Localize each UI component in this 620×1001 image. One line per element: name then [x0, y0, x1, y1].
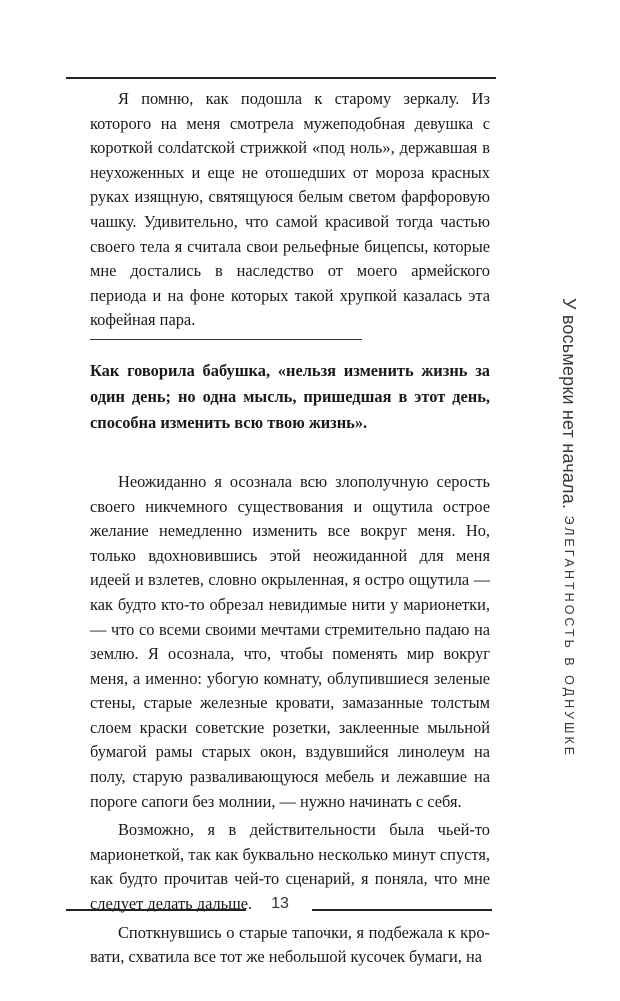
paragraph-3: Возможно, я в действительности была чьей-то марионеткой, так как буквально несколько минут спустя, как будто прочитав чей-то сценарий, я поняла, что мне следует делать дальше.: [90, 820, 490, 914]
footer-rule-right: [312, 909, 492, 911]
page-number: 13: [271, 895, 289, 912]
top-rule: [66, 77, 496, 79]
bold-quote: Как говорила бабушка, «нельзя изменить жизнь за один день; но одна мысль, пришедшая в этот день, способна изменить всю твою жизнь».: [90, 360, 490, 432]
running-head-title: У восьмерки нет начала.: [559, 298, 579, 510]
body-text: [90, 87, 490, 970]
running-head-subtitle: ЭЛЕГАНТНОСТЬ В ОДНУШКЕ: [562, 509, 576, 759]
footer-rule-left: [66, 909, 246, 911]
paragraph-2: Неожиданно я осознала всю злополучную серость своего никчемного существования и ощутила острое желание немедленно изменить все вокруг меня. Но, только вдохновившись этой неожиданной для меня идеей и взлетев, словно окрыленная, я остро ощутила — как будто кто-то обрезал невидимые нити у марионетки, — что со всеми своими мечтами стремительно падаю на землю. Я осознала, что, чтобы поменять мир вокруг меня, а именно: убогую комнату, облупившиеся зеленые стены, старые железные кровати, замазанные толстым слоем краски советские розетки, заклeенные мыльной бумагой рамы старых окон, вздувшийся линолеум на полу, старую разваливающуюся мебель и лежавшие на пороге сапоги без молнии, — нужно начинать с себя.: [90, 471, 490, 811]
paragraph-1: Я помню, как подошла к старому зеркалу. Из которого на меня смотрела мужеподобная девушка с короткой солdатской стрижкой «под ноль», державшая в неухоженных и еще не отошедших от мороза красных руках изящную, святящуюся белым светом фарфоровую чашку. Удивительно, что самой красивой тогда частью своего тела я считала свои рельефные бицепсы, которые мне достались в наследство от моего армейского периода и на фоне которых такой хрупкой казалась эта кофейная пара.: [90, 89, 490, 330]
running-head: [549, 298, 579, 759]
spacer: [90, 436, 490, 470]
section-divider: [90, 339, 362, 340]
paragraph-4: Споткнувшись о старые тапочки, я подбежала к кровати, схватила все тот же небольшой кусочек бумаги, на: [90, 922, 490, 967]
